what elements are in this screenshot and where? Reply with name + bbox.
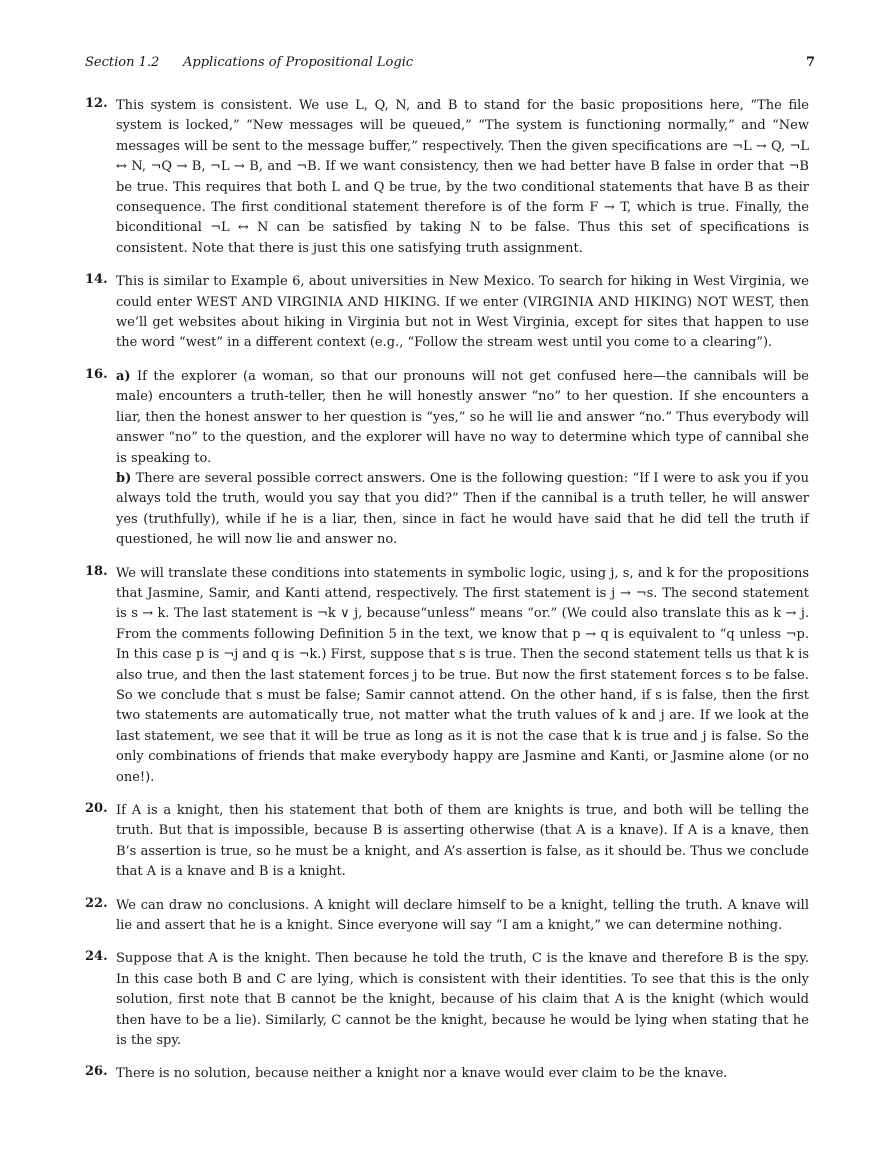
problem-number: 24. xyxy=(85,949,108,965)
problem-22 xyxy=(85,896,809,937)
problem-number: 26. xyxy=(85,1064,108,1080)
problem-text: If A is a knight, then his statement that both of them are knights is true, and both will be telling the truth. But that is impossible, because B is asserting otherwise (that A is a knave). If A is a knave, then B’s assertion is true, so he must be a knight, and A’s assertion is false, as it should be. Thus we conclude that A is a knave and B is a knight. xyxy=(116,803,809,880)
problem-number: 12. xyxy=(85,96,108,111)
problem-number: 14. xyxy=(85,272,108,288)
solutions-list xyxy=(85,96,809,1098)
problem-26 xyxy=(85,1064,809,1084)
running-header xyxy=(85,55,815,73)
problem-text: There is no solution, because neither a knight nor a knave would ever claim to be the knave. xyxy=(116,1066,728,1082)
problem-text: Suppose that A is the knight. Then because he told the truth, C is the knave and therefore B is the spy. In this case both B and C are lying, which is consistent with their identities. To see that this is the only solution, first note that B cannot be the knight, because of his claim that A is the knight (which would then have to be a lie). Similarly, C cannot be the knight, because he would be lying when stating that he is the spy. xyxy=(116,951,809,1049)
problem-18 xyxy=(85,564,809,788)
problem-text: This is similar to Example 6, about universities in New Mexico. To search for hiking in West Virginia, we could enter WEST AND VIRGINIA AND HIKING. If we enter (VIRGINIA AND HIKING) NOT WEST, then we’ll get websites about hiking in Virginia but not in West Virginia, except for sites that happen to use the word “west” in a different context (e.g., “Follow the stream west until you come to a clearing”). xyxy=(116,274,809,351)
page-number: 7 xyxy=(805,55,815,70)
section-label: Section 1.2 xyxy=(85,55,160,70)
problem-text: We will translate these conditions into statements in symbolic logic, using j, s, and k for the propositions that Jasmine, Samir, and Kanti attend, respectively. The first statement is j → ¬s. The second statement is s → k. The last statement is ¬k ∨ j, because“unless” means “or.” (We could also translate this as k → j. From the comments following Definition 5 in the text, we know that p → q is equivalent to “q unless ¬p. In this case p is ¬j and q is ¬k.) First, suppose that s is true. Then the second statement tells us that k is also true, and then the last statement forces j to be true. But now the first statement forces s to be false. So we conclude that s must be false; Samir cannot attend. On the other hand, if s is false, then the first two statements are automatically true, not matter what the truth values of k and j are. If we look at the last statement, we see that it will be true as long as it is not the case that k is true and j is false. So the only combinations of friends that make everybody happy are Jasmine and Kanti, or Jasmine alone (or no one!). xyxy=(116,565,809,785)
problem-text: We can draw no conclusions. A knight will declare himself to be a knight, telling the truth. A knave will lie and assert that he is a knight. Since everyone will say “I am a knight,” we can determine nothing. xyxy=(116,897,809,934)
part-label: b) xyxy=(116,470,132,486)
problem-14 xyxy=(85,272,809,354)
problem-number: 18. xyxy=(85,563,108,579)
problem-12 xyxy=(85,96,809,259)
part-label: a) xyxy=(116,368,131,384)
problem-number: 20. xyxy=(85,801,108,816)
chapter-title: Applications of Propositional Logic xyxy=(183,55,414,70)
problem-text-part-b: b) There are several possible correct answers. One is the following question: “If I were to ask you if you always told the truth, would you say that you did?” Then if the cannibal is a truth teller, he will answer yes (truthfully), while if he is a liar, then, since in fact he would have said that he did tell the truth if questioned, he will now lie and answer no. xyxy=(116,470,809,548)
problem-number: 22. xyxy=(85,895,108,911)
problem-text-part-a: a) If the explorer (a woman, so that our pronouns will not get confused here—the cannibals will be male) encounters a truth-teller, then he will honestly answer “no” to her question. If she encounters a liar, then the honest answer to her question is “yes,” so he will lie and answer “no.” Thus everybody will answer “no” to the question, and the explorer will have no way to determine which type of cannibal she is speaking to. xyxy=(116,368,809,466)
problem-24 xyxy=(85,949,809,1051)
problem-16 xyxy=(85,367,809,551)
problem-number: 16. xyxy=(85,366,108,382)
problem-20 xyxy=(85,801,809,883)
problem-text: This system is consistent. We use L, Q, N, and B to stand for the basic propositions here, “The file system is locked,” “New messages will be queued,” “The system is functioning normally,” and “New messages will be sent to the message buffer,” respectively. Then the given specifications are ¬L → Q, ¬L ↔ N, ¬Q → B, ¬L → B, and ¬B. If we want consistency, then we had better have B false in order that ¬B be true. This requires that both L and Q be true, by the two conditional statements that have B as their consequence. The first conditional statement therefore is of the form F → T, which is true. Finally, the biconditional ¬L ↔ N can be satisfied by taking N to be false. Thus this set of specifications is consistent. Note that there is just this one satisfying truth assignment. xyxy=(116,98,809,256)
